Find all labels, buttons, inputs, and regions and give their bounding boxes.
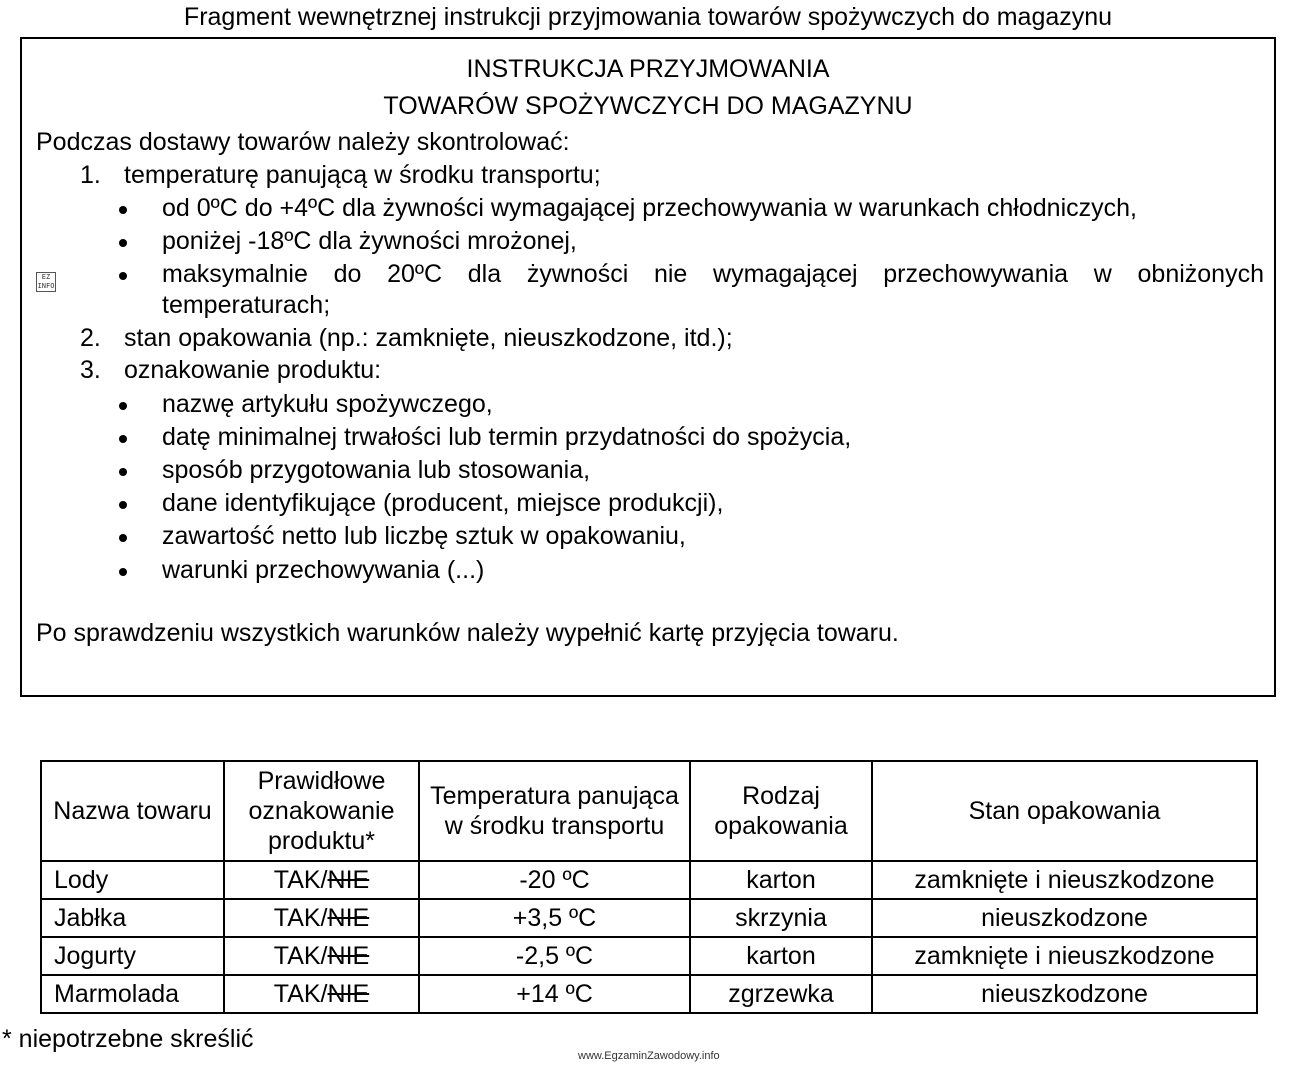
instruction-closing: Po sprawdzeniu wszystkich warunków należy wypełnić kartę przyjęcia towaru. [36, 619, 899, 647]
ez-info-icon[interactable]: EZ INFO [37, 273, 55, 290]
cell-temperature: +14 ºC [419, 975, 690, 1013]
table-row [41, 937, 1257, 975]
bullet-dot-icon [119, 534, 127, 542]
cell-labeling [224, 937, 419, 975]
list-item-num: 1. [80, 161, 101, 189]
list-item-temperature: temperaturę panującą w środku transportu; [124, 161, 601, 189]
header-package-type: Rodzaj opakowania [690, 761, 872, 861]
cell-temperature: -2,5 ºC [419, 937, 690, 975]
bullet-ambient-continued: temperaturach; [162, 291, 331, 319]
bullet-expiry-date: datę minimalnej trwałości lub termin przydatności do spożycia, [162, 423, 852, 451]
instruction-intro: Podczas dostawy towarów należy skontrolować: [36, 128, 570, 156]
bullet-net-content: zawartość netto lub liczbę sztuk w opakowaniu, [162, 522, 686, 550]
cell-product-name: Lody [41, 861, 224, 899]
header-product-name: Nazwa towaru [41, 761, 224, 861]
instruction-title-line1: INSTRUKCJA PRZYJMOWANIA [466, 55, 830, 83]
bullet-preparation: sposób przygotowania lub stosowania, [162, 456, 591, 484]
bullet-dot-icon [119, 568, 127, 576]
bullet-storage-conditions: warunki przechowywania (...) [162, 556, 485, 584]
labeling-yes: TAK/ [273, 904, 328, 932]
table-row [41, 899, 1257, 937]
list-item-num: 2. [80, 324, 101, 352]
labeling-no-struck: NIE [327, 942, 370, 970]
cell-package-state: zamknięte i nieuszkodzone [872, 861, 1257, 899]
labeling-no-struck: NIE [327, 904, 370, 932]
bullet-cold-storage: od 0ºC do +4ºC dla żywności wymagającej przechowywania w warunkach chłodniczych, [162, 194, 1137, 222]
cell-labeling [224, 861, 419, 899]
cell-package-state: nieuszkodzone [872, 899, 1257, 937]
bullet-identification: dane identyfikujące (producent, miejsce produkcji), [162, 489, 724, 517]
labeling-yes: TAK/ [273, 942, 328, 970]
labeling-yes: TAK/ [273, 980, 328, 1008]
instruction-box [20, 37, 1276, 697]
cell-package-type: karton [690, 937, 872, 975]
cell-labeling [224, 899, 419, 937]
cell-temperature: +3,5 ºC [419, 899, 690, 937]
cell-package-state: zamknięte i nieuszkodzone [872, 937, 1257, 975]
header-transport-temperature: Temperatura panująca w środku transportu [419, 761, 690, 861]
bullet-dot-icon [119, 402, 127, 410]
cell-package-type: skrzynia [690, 899, 872, 937]
list-item-num: 3. [80, 356, 101, 384]
bullet-dot-icon [119, 239, 127, 247]
cell-product-name: Jogurty [41, 937, 224, 975]
header-labeling: Prawidłowe oznakowanie produktu* [224, 761, 419, 861]
list-item-labeling: oznakowanie produktu: [124, 356, 382, 384]
bullet-dot-icon [119, 272, 127, 280]
labeling-no-struck: NIE [327, 866, 370, 894]
bullet-product-name: nazwę artykułu spożywczego, [162, 390, 493, 418]
table-row [41, 861, 1257, 899]
cell-package-type: zgrzewka [690, 975, 872, 1013]
cell-package-state: nieuszkodzone [872, 975, 1257, 1013]
cell-labeling [224, 975, 419, 1013]
document-caption: Fragment wewnętrznej instrukcji przyjmowania towarów spożywczych do magazynu [183, 3, 1113, 31]
labeling-no-struck: NIE [327, 980, 370, 1008]
header-package-state: Stan opakowania [872, 761, 1257, 861]
bullet-dot-icon [119, 468, 127, 476]
source-watermark: www.EgzaminZawodowy.info [578, 1050, 720, 1062]
bullet-dot-icon [119, 206, 127, 214]
cell-package-type: karton [690, 861, 872, 899]
bullet-dot-icon [119, 435, 127, 443]
table-row [41, 975, 1257, 1013]
cell-temperature: -20 ºC [419, 861, 690, 899]
goods-receipt-table [40, 760, 1258, 1014]
bullet-frozen: poniżej -18ºC dla żywności mrożonej, [162, 227, 577, 255]
list-item-packaging: stan opakowania (np.: zamknięte, nieuszkodzone, itd.); [124, 324, 733, 352]
cell-product-name: Marmolada [41, 975, 224, 1013]
bullet-dot-icon [119, 501, 127, 509]
table-header-row [41, 761, 1257, 861]
cell-product-name: Jabłka [41, 899, 224, 937]
instruction-title-line2: TOWARÓW SPOŻYWCZYCH DO MAGAZYNU [383, 92, 913, 120]
bullet-ambient: maksymalnie do 20ºC dla żywności nie wymagającej przechowywania w obniżonych [162, 260, 1264, 288]
footnote: * niepotrzebne skreślić [2, 1025, 254, 1053]
labeling-yes: TAK/ [273, 866, 328, 894]
